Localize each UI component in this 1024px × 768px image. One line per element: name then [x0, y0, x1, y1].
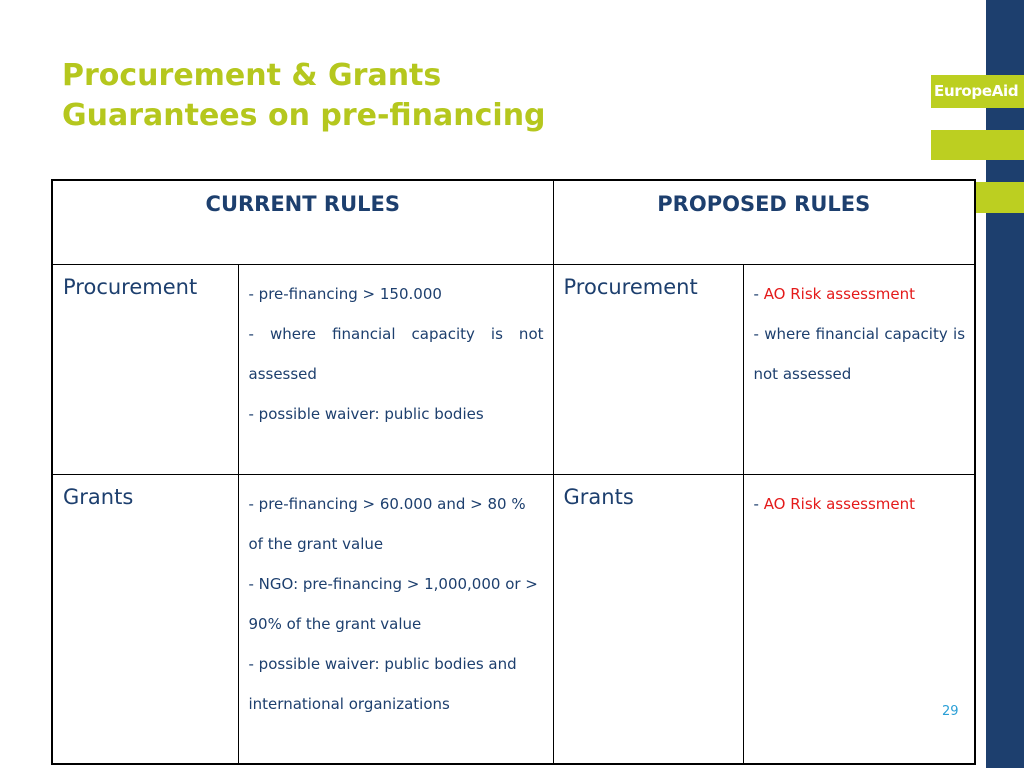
table-header-row: [52, 180, 975, 264]
category-label: Grants: [563, 484, 634, 509]
rule-item: - pre-financing > 150.000: [248, 284, 442, 303]
rule-prefix: -: [753, 284, 764, 303]
risk-assessment-text: AO Risk assessment: [763, 494, 916, 513]
current-rules-header-label: CURRENT RULES: [205, 192, 400, 216]
slide-title-line-2: Guarantees on pre-financing: [62, 98, 546, 133]
category-label: Procurement: [563, 274, 698, 299]
category-label: Grants: [63, 484, 134, 509]
current-rules-header: [52, 180, 553, 264]
procurement-current-rules: [238, 264, 553, 474]
green-accent-bar-1: [931, 130, 1024, 160]
right-brand-bar: [986, 0, 1024, 768]
page-number: 29: [942, 704, 959, 719]
rule-item: [754, 274, 966, 314]
rule-item: - where financial capacity is not assessed: [248, 324, 544, 383]
rule-prefix: -: [753, 494, 764, 513]
rule-item: - possible waiver: public bodies and international organizations: [248, 654, 517, 713]
grants-current-category: [52, 474, 238, 764]
risk-assessment-text: AO Risk assessment: [763, 284, 916, 303]
category-label: Procurement: [63, 274, 198, 299]
procurement-current-category: [52, 264, 238, 474]
proposed-rules-header-label: PROPOSED RULES: [657, 192, 871, 216]
rule-item: - pre-financing > 60.000 and > 80 % of the grant value: [248, 494, 526, 553]
rules-comparison-table: [51, 179, 976, 765]
rule-item: - possible waiver: public bodies: [248, 404, 484, 423]
table-row-grants: [52, 474, 975, 764]
rule-item: - where financial capacity is not assessed: [753, 324, 966, 383]
europeaid-logo: EuropeAid: [931, 75, 1024, 108]
rule-item: - NGO: pre-financing > 1,000,000 or > 90% of the grant value: [248, 574, 538, 633]
rule-item: [754, 484, 966, 524]
procurement-proposed-rules: [743, 264, 975, 474]
grants-proposed-category: [553, 474, 743, 764]
proposed-rules-header: [553, 180, 975, 264]
grants-proposed-rules: [743, 474, 975, 764]
slide-title-line-1: Procurement & Grants: [62, 58, 442, 93]
table-row-procurement: [52, 264, 975, 474]
grants-current-rules: [238, 474, 553, 764]
slide-title: [62, 56, 546, 136]
procurement-proposed-category: [553, 264, 743, 474]
